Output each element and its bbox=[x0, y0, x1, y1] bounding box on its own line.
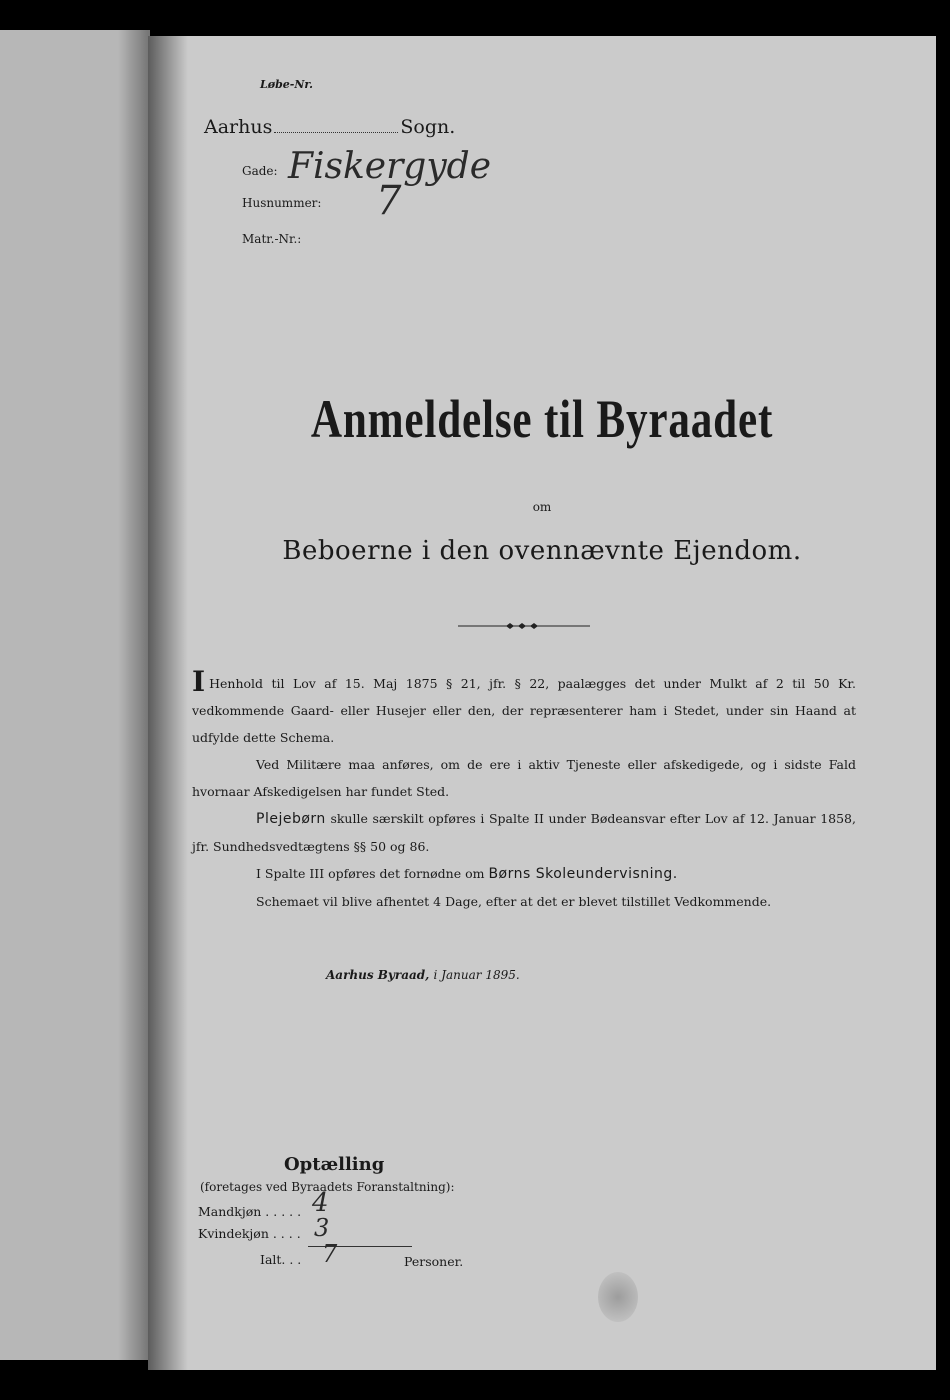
parish-field[interactable] bbox=[274, 132, 398, 133]
ink-stain bbox=[598, 1272, 638, 1322]
lobe-nr-label: Løbe-Nr. bbox=[260, 78, 313, 91]
street-value[interactable]: Fiskergyde bbox=[288, 146, 492, 187]
matr-label: Matr.-Nr.: bbox=[242, 232, 302, 246]
paragraph-1-text: Henhold til Lov af 15. Maj 1875 § 21, jfr. § 22, paalægges det under Mulkt af 2 til 50 Kr. vedkommende Gaard- eller Husejer eller den, der repræsenterer ham i Stedet, under sin Haand at udfylde dette Schema. bbox=[192, 676, 856, 745]
om-text: om bbox=[532, 500, 552, 514]
men-label: Mandkjøn . . . . . bbox=[198, 1204, 302, 1219]
plejeborn-emphasis: Plejebørn bbox=[256, 811, 326, 827]
house-number-value[interactable]: 7 bbox=[376, 178, 402, 224]
paragraph-3-text: skulle særskilt opføres i Spalte II under Bødeansvar efter Lov af 12. Januar 1858, jfr. Sundhedsvedtægtens §§ 50 og 86. bbox=[192, 811, 856, 854]
drop-cap: I bbox=[192, 665, 206, 698]
paragraph-4 bbox=[192, 860, 856, 888]
women-value[interactable]: 3 bbox=[314, 1214, 330, 1242]
paragraph-2: Ved Militære maa anføres, om de ere i aktiv Tjeneste eller afskedigede, og i sidste Fald hvornaar Afskedigelsen har fundet Sted. bbox=[192, 757, 856, 799]
parish-suffix: Sogn. bbox=[400, 116, 456, 138]
count-subtitle: (foretages ved Byraadets Foranstaltning): bbox=[200, 1180, 455, 1194]
parish-line bbox=[204, 116, 455, 138]
ornament-divider bbox=[458, 621, 590, 631]
paragraph-4-lead: I Spalte III opføres det fornødne om bbox=[256, 866, 485, 881]
women-label: Kvindekjøn . . . . bbox=[198, 1226, 301, 1241]
form-page bbox=[148, 36, 936, 1370]
left-page bbox=[0, 30, 150, 1360]
total-value[interactable]: 7 bbox=[322, 1240, 338, 1268]
binding-gutter bbox=[148, 36, 188, 1370]
page-shadow bbox=[118, 30, 148, 1360]
count-title: Optælling bbox=[284, 1154, 385, 1175]
house-number-label: Husnummer: bbox=[242, 196, 322, 210]
school-emphasis: Børns Skoleundervisning. bbox=[488, 866, 678, 882]
instructions-text bbox=[192, 665, 856, 915]
parish-prefix: Aarhus bbox=[204, 116, 273, 138]
paragraph-1 bbox=[192, 665, 856, 751]
paragraph-3 bbox=[192, 805, 856, 860]
men-value[interactable]: 4 bbox=[312, 1188, 329, 1218]
signature-date: i Januar 1895. bbox=[433, 968, 520, 982]
signature-line bbox=[326, 968, 520, 982]
paragraph-5: Schemaet vil blive afhentet 4 Dage, efter at det er blevet tilstillet Vedkommende. bbox=[256, 894, 772, 909]
signature-org: Aarhus Byraad, bbox=[326, 968, 430, 982]
persons-label: Personer. bbox=[404, 1254, 464, 1269]
street-label: Gade: bbox=[242, 164, 278, 178]
total-label: Ialt. . . bbox=[260, 1252, 302, 1267]
page-subtitle: Beboerne i den ovennævnte Ejendom. bbox=[282, 536, 802, 566]
page-title: Anmeldelse til Byraadet bbox=[310, 389, 774, 449]
